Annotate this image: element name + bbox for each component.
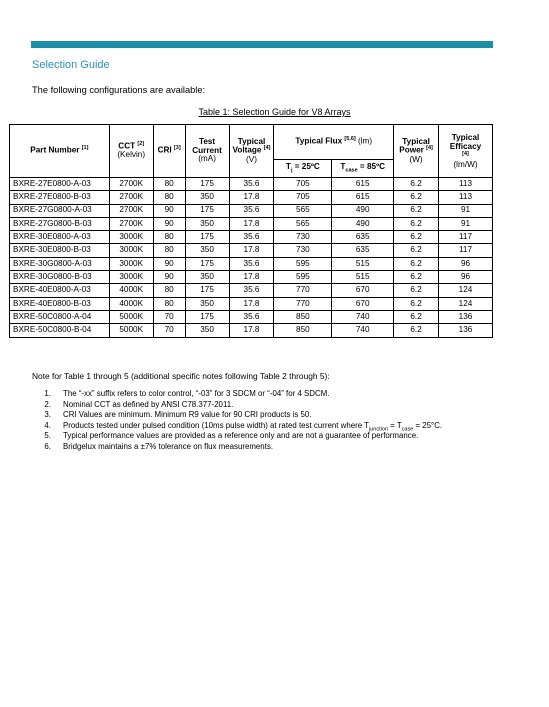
note-item: 2. Nominal CCT as defined by ANSI C78.377-2011. <box>44 399 234 409</box>
cell-cri: 80 <box>153 244 185 257</box>
table-body <box>10 178 493 338</box>
cell-flux-tj: 850 <box>274 324 332 337</box>
cell-part-number: BXRE-27E0800-A-03 <box>10 178 110 191</box>
cell-power: 6.2 <box>394 204 439 217</box>
cell-part-number: BXRE-40E0800-B-03 <box>10 297 110 310</box>
note-item: 1. The “-xx” suffix refers to color control, “-03” for 3 SDCM or “-04” for 4 SDCM. <box>44 389 330 398</box>
cell-flux-tj: 730 <box>274 231 332 244</box>
cell-voltage: 17.8 <box>229 324 274 337</box>
cell-cct: 3000K <box>109 244 153 257</box>
cell-part-number: BXRE-27G0800-B-03 <box>10 217 110 230</box>
cell-efficacy: 96 <box>439 257 493 270</box>
table-row <box>10 297 493 310</box>
cell-flux-tcase: 740 <box>332 324 394 337</box>
cell-part-number: BXRE-50C0800-B-04 <box>10 324 110 337</box>
cell-cri: 70 <box>153 310 185 323</box>
cell-flux-tcase: 615 <box>332 191 394 204</box>
cell-flux-tcase: 615 <box>332 178 394 191</box>
cell-cct: 2700K <box>109 191 153 204</box>
cell-efficacy: 117 <box>439 244 493 257</box>
note-item: 3. CRI Values are minimum. Minimum R9 value for 90 CRI products is 50. <box>44 410 312 420</box>
cell-part-number: BXRE-27E0800-B-03 <box>10 191 110 204</box>
cell-voltage: 17.8 <box>229 217 274 230</box>
cell-cri: 90 <box>153 204 185 217</box>
cell-part-number: BXRE-40E0800-A-03 <box>10 284 110 297</box>
cell-part-number: BXRE-30E0800-B-03 <box>10 244 110 257</box>
cell-voltage: 35.6 <box>229 231 274 244</box>
cell-voltage: 17.8 <box>229 271 274 284</box>
cell-power: 6.2 <box>394 324 439 337</box>
cell-flux-tcase: 490 <box>332 217 394 230</box>
notes-title: Note for Table 1 through 5 (additional specific notes following Table 2 through 5): <box>32 371 330 381</box>
notes-list <box>33 389 442 453</box>
selection-guide-table <box>9 124 493 338</box>
note-item: 6. Bridgelux maintains a ±7% tolerance on flux measurements. <box>44 441 274 451</box>
cell-voltage: 35.6 <box>229 257 274 270</box>
cell-power: 6.2 <box>394 310 439 323</box>
cell-voltage: 35.6 <box>229 204 274 217</box>
cell-efficacy: 136 <box>439 310 493 323</box>
cell-cri: 90 <box>153 257 185 270</box>
table-row <box>10 310 493 323</box>
table-row <box>10 204 493 217</box>
cell-voltage: 35.6 <box>229 284 274 297</box>
cell-flux-tj: 705 <box>274 191 332 204</box>
table-row <box>10 244 493 257</box>
cell-flux-tj: 705 <box>274 178 332 191</box>
cell-cri: 80 <box>153 284 185 297</box>
cell-voltage: 17.8 <box>229 191 274 204</box>
cell-cct: 4000K <box>109 284 153 297</box>
table-row <box>10 217 493 230</box>
intro-text: The following configurations are available: <box>32 85 206 95</box>
table-row <box>10 324 493 337</box>
cell-test-current: 175 <box>185 231 229 244</box>
cell-part-number: BXRE-27G0800-A-03 <box>10 204 110 217</box>
cell-cct: 3000K <box>109 271 153 284</box>
cell-test-current: 175 <box>185 284 229 297</box>
cell-power: 6.2 <box>394 231 439 244</box>
cell-flux-tj: 770 <box>274 284 332 297</box>
cell-test-current: 175 <box>185 310 229 323</box>
cell-power: 6.2 <box>394 297 439 310</box>
cell-efficacy: 91 <box>439 204 493 217</box>
table-caption: Table 1: Selection Guide for V8 Arrays <box>198 107 351 117</box>
section-title: Selection Guide <box>32 59 110 71</box>
table-row <box>10 257 493 270</box>
header-typical-flux: Typical Flux [5,6] (lm) <box>274 125 394 160</box>
cell-power: 6.2 <box>394 217 439 230</box>
cell-power: 6.2 <box>394 191 439 204</box>
cell-efficacy: 136 <box>439 324 493 337</box>
cell-flux-tcase: 635 <box>332 244 394 257</box>
cell-power: 6.2 <box>394 244 439 257</box>
table-row <box>10 271 493 284</box>
cell-flux-tj: 595 <box>274 257 332 270</box>
table-row <box>10 191 493 204</box>
cell-efficacy: 124 <box>439 297 493 310</box>
table-header <box>10 125 493 178</box>
cell-cri: 90 <box>153 217 185 230</box>
cell-cri: 70 <box>153 324 185 337</box>
cell-cct: 2700K <box>109 178 153 191</box>
cell-flux-tj: 730 <box>274 244 332 257</box>
cell-flux-tj: 595 <box>274 271 332 284</box>
cell-cri: 90 <box>153 271 185 284</box>
cell-cct: 3000K <box>109 231 153 244</box>
cell-efficacy: 113 <box>439 178 493 191</box>
cell-part-number: BXRE-30G0800-B-03 <box>10 271 110 284</box>
header-cri: CRI [3] <box>153 125 185 178</box>
cell-power: 6.2 <box>394 257 439 270</box>
cell-test-current: 350 <box>185 271 229 284</box>
note-item: 4. Products tested under pulsed condition (10ms pulse width) at rated test current where $T_{junction} = T_{case} = 25^\circ C$. <box>44 420 443 433</box>
cell-cct: 2700K <box>109 217 153 230</box>
cell-test-current: 175 <box>185 257 229 270</box>
cell-voltage: 35.6 <box>229 310 274 323</box>
cell-test-current: 350 <box>185 324 229 337</box>
cell-test-current: 175 <box>185 204 229 217</box>
cell-flux-tcase: 515 <box>332 271 394 284</box>
cell-voltage: 35.6 <box>229 178 274 191</box>
cell-part-number: BXRE-30G0800-A-03 <box>10 257 110 270</box>
header-typical-efficacy: Typical Efficacy [4] (lm/W) <box>439 125 493 178</box>
header-part-number: Part Number [1] <box>10 125 110 178</box>
cell-part-number: BXRE-30E0800-A-03 <box>10 231 110 244</box>
header-typical-power: Typical Power [4] (W) <box>394 125 439 178</box>
cell-flux-tj: 565 <box>274 217 332 230</box>
cell-flux-tcase: 635 <box>332 231 394 244</box>
cell-power: 6.2 <box>394 178 439 191</box>
cell-part-number: BXRE-50C0800-A-04 <box>10 310 110 323</box>
cell-power: 6.2 <box>394 284 439 297</box>
cell-flux-tj: 565 <box>274 204 332 217</box>
table-row <box>10 231 493 244</box>
cell-efficacy: 113 <box>439 191 493 204</box>
cell-flux-tj: 770 <box>274 297 332 310</box>
cell-flux-tcase: 515 <box>332 257 394 270</box>
cell-cct: 5000K <box>109 310 153 323</box>
cell-voltage: 17.8 <box>229 244 274 257</box>
cell-test-current: 350 <box>185 297 229 310</box>
header-test-current: Test Current (mA) <box>185 125 229 178</box>
cell-cct: 4000K <box>109 297 153 310</box>
cell-voltage: 17.8 <box>229 297 274 310</box>
cell-test-current: 350 <box>185 217 229 230</box>
cell-cct: 3000K <box>109 257 153 270</box>
cell-cct: 5000K <box>109 324 153 337</box>
cell-flux-tcase: 490 <box>332 204 394 217</box>
header-flux-tcase: $T_{case}$ = 85ºC <box>332 160 394 178</box>
header-typical-voltage: Typical Voltage [4] (V) <box>229 125 274 178</box>
header-flux-tj: $T_j$ = 25ºC <box>274 160 332 178</box>
cell-efficacy: 117 <box>439 231 493 244</box>
cell-flux-tcase: 670 <box>332 297 394 310</box>
cell-cct: 2700K <box>109 204 153 217</box>
cell-cri: 80 <box>153 191 185 204</box>
header-cct: CCT [2] (Kelvin) <box>109 125 153 178</box>
cell-cri: 80 <box>153 178 185 191</box>
table-row <box>10 178 493 191</box>
cell-cri: 80 <box>153 297 185 310</box>
cell-test-current: 350 <box>185 244 229 257</box>
cell-flux-tcase: 740 <box>332 310 394 323</box>
cell-cri: 80 <box>153 231 185 244</box>
header-accent-bar <box>31 41 493 48</box>
cell-test-current: 350 <box>185 191 229 204</box>
cell-efficacy: 96 <box>439 271 493 284</box>
cell-efficacy: 91 <box>439 217 493 230</box>
cell-efficacy: 124 <box>439 284 493 297</box>
cell-flux-tcase: 670 <box>332 284 394 297</box>
table-row <box>10 284 493 297</box>
cell-power: 6.2 <box>394 271 439 284</box>
cell-test-current: 175 <box>185 178 229 191</box>
note-item: 5. Typical performance values are provided as a reference only and are not a guarantee of performance. <box>44 431 419 441</box>
cell-flux-tj: 850 <box>274 310 332 323</box>
